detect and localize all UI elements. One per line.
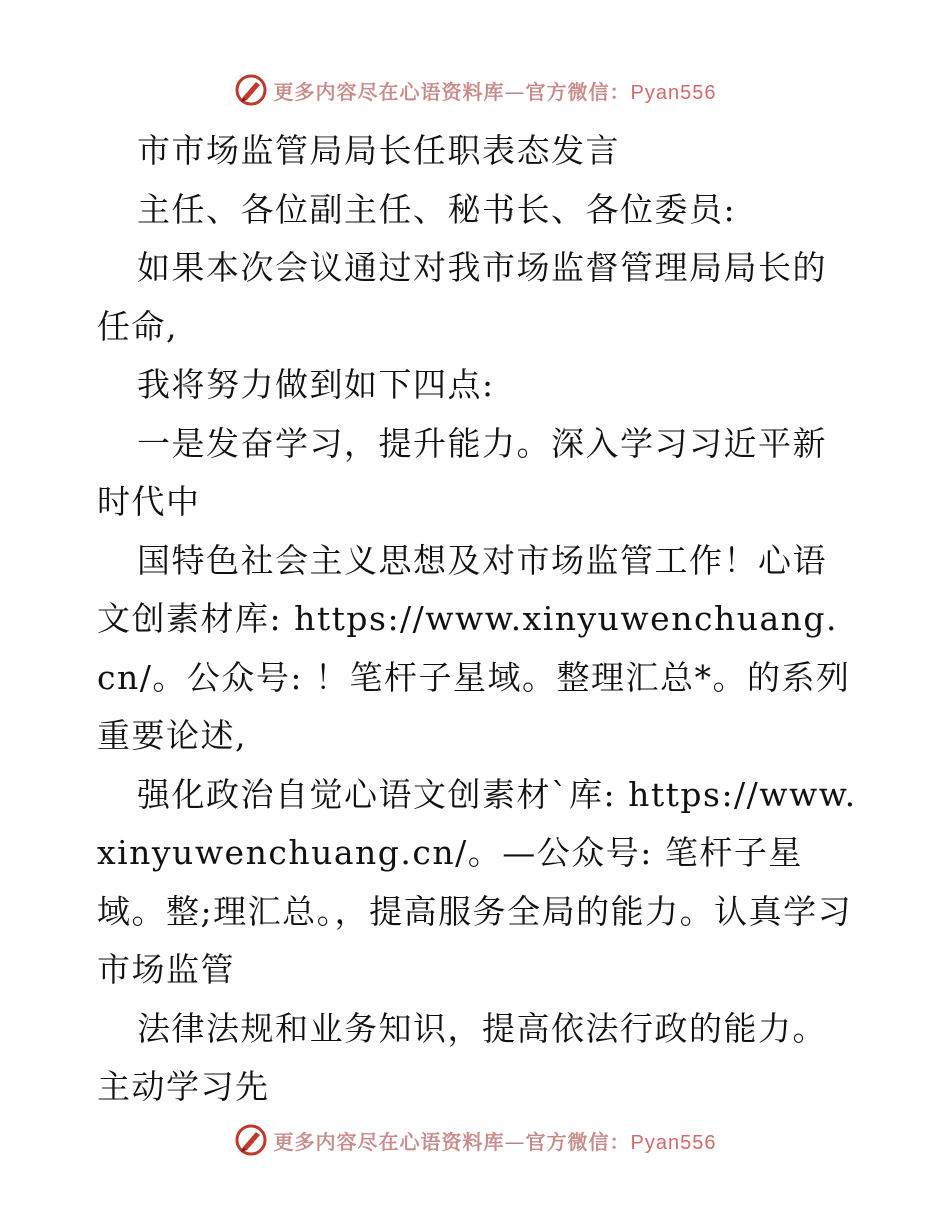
document-body <box>97 122 857 1117</box>
brush-pen-logo-icon <box>234 1123 268 1157</box>
watermark-separator: — <box>504 79 526 104</box>
watermark-wechat-label: 官方微信： <box>525 79 631 104</box>
paragraph-appointment: 如果本次会议通过对我市场监督管理局局长的任命, <box>97 248 827 346</box>
paragraph-point-one: 一是发奋学习，提升能力。深入学习习近平新时代中 <box>97 423 827 521</box>
paragraph-thought: 国特色社会主义思想及对市场监管工作！心语文创素材库: https://www.xinyuwenchuang.cn/。公众号: ！笔杆子星域。整理汇总*。的系列重要论述, <box>97 540 851 755</box>
watermark-wechat-id: Pyan556 <box>630 1131 717 1154</box>
watermark-slogan: 更多内容尽在心语资料库 <box>273 1129 505 1154</box>
paragraph-salutation: 主任、各位副主任、秘书长、各位委员: <box>137 189 737 229</box>
brush-pen-logo-icon <box>234 73 268 107</box>
paragraph-political-awareness: 强化政治自觉心语文创素材`库: https://www.xinyuwenchuang.cn/。—公众号: 笔杆子星域。整;理汇总。，提高服务全局的能力。认真学习市场监管 <box>97 774 857 989</box>
header-watermark-banner <box>0 70 950 110</box>
watermark-wechat-label: 官方微信： <box>525 1129 631 1154</box>
header-watermark-text <box>274 76 717 105</box>
paragraph-laws: 法律法规和业务知识，提高依法行政的能力。主动学习先 <box>97 1008 827 1106</box>
footer-watermark-banner <box>0 1120 950 1160</box>
watermark-wechat-id: Pyan556 <box>630 81 717 104</box>
watermark-slogan: 更多内容尽在心语资料库 <box>273 79 505 104</box>
watermark-separator: — <box>504 1129 526 1154</box>
paragraph-four-points: 我将努力做到如下四点: <box>137 365 495 404</box>
footer-watermark-text <box>274 1126 717 1155</box>
document-title: 市市场监管局局长任职表态发言 <box>137 131 620 170</box>
